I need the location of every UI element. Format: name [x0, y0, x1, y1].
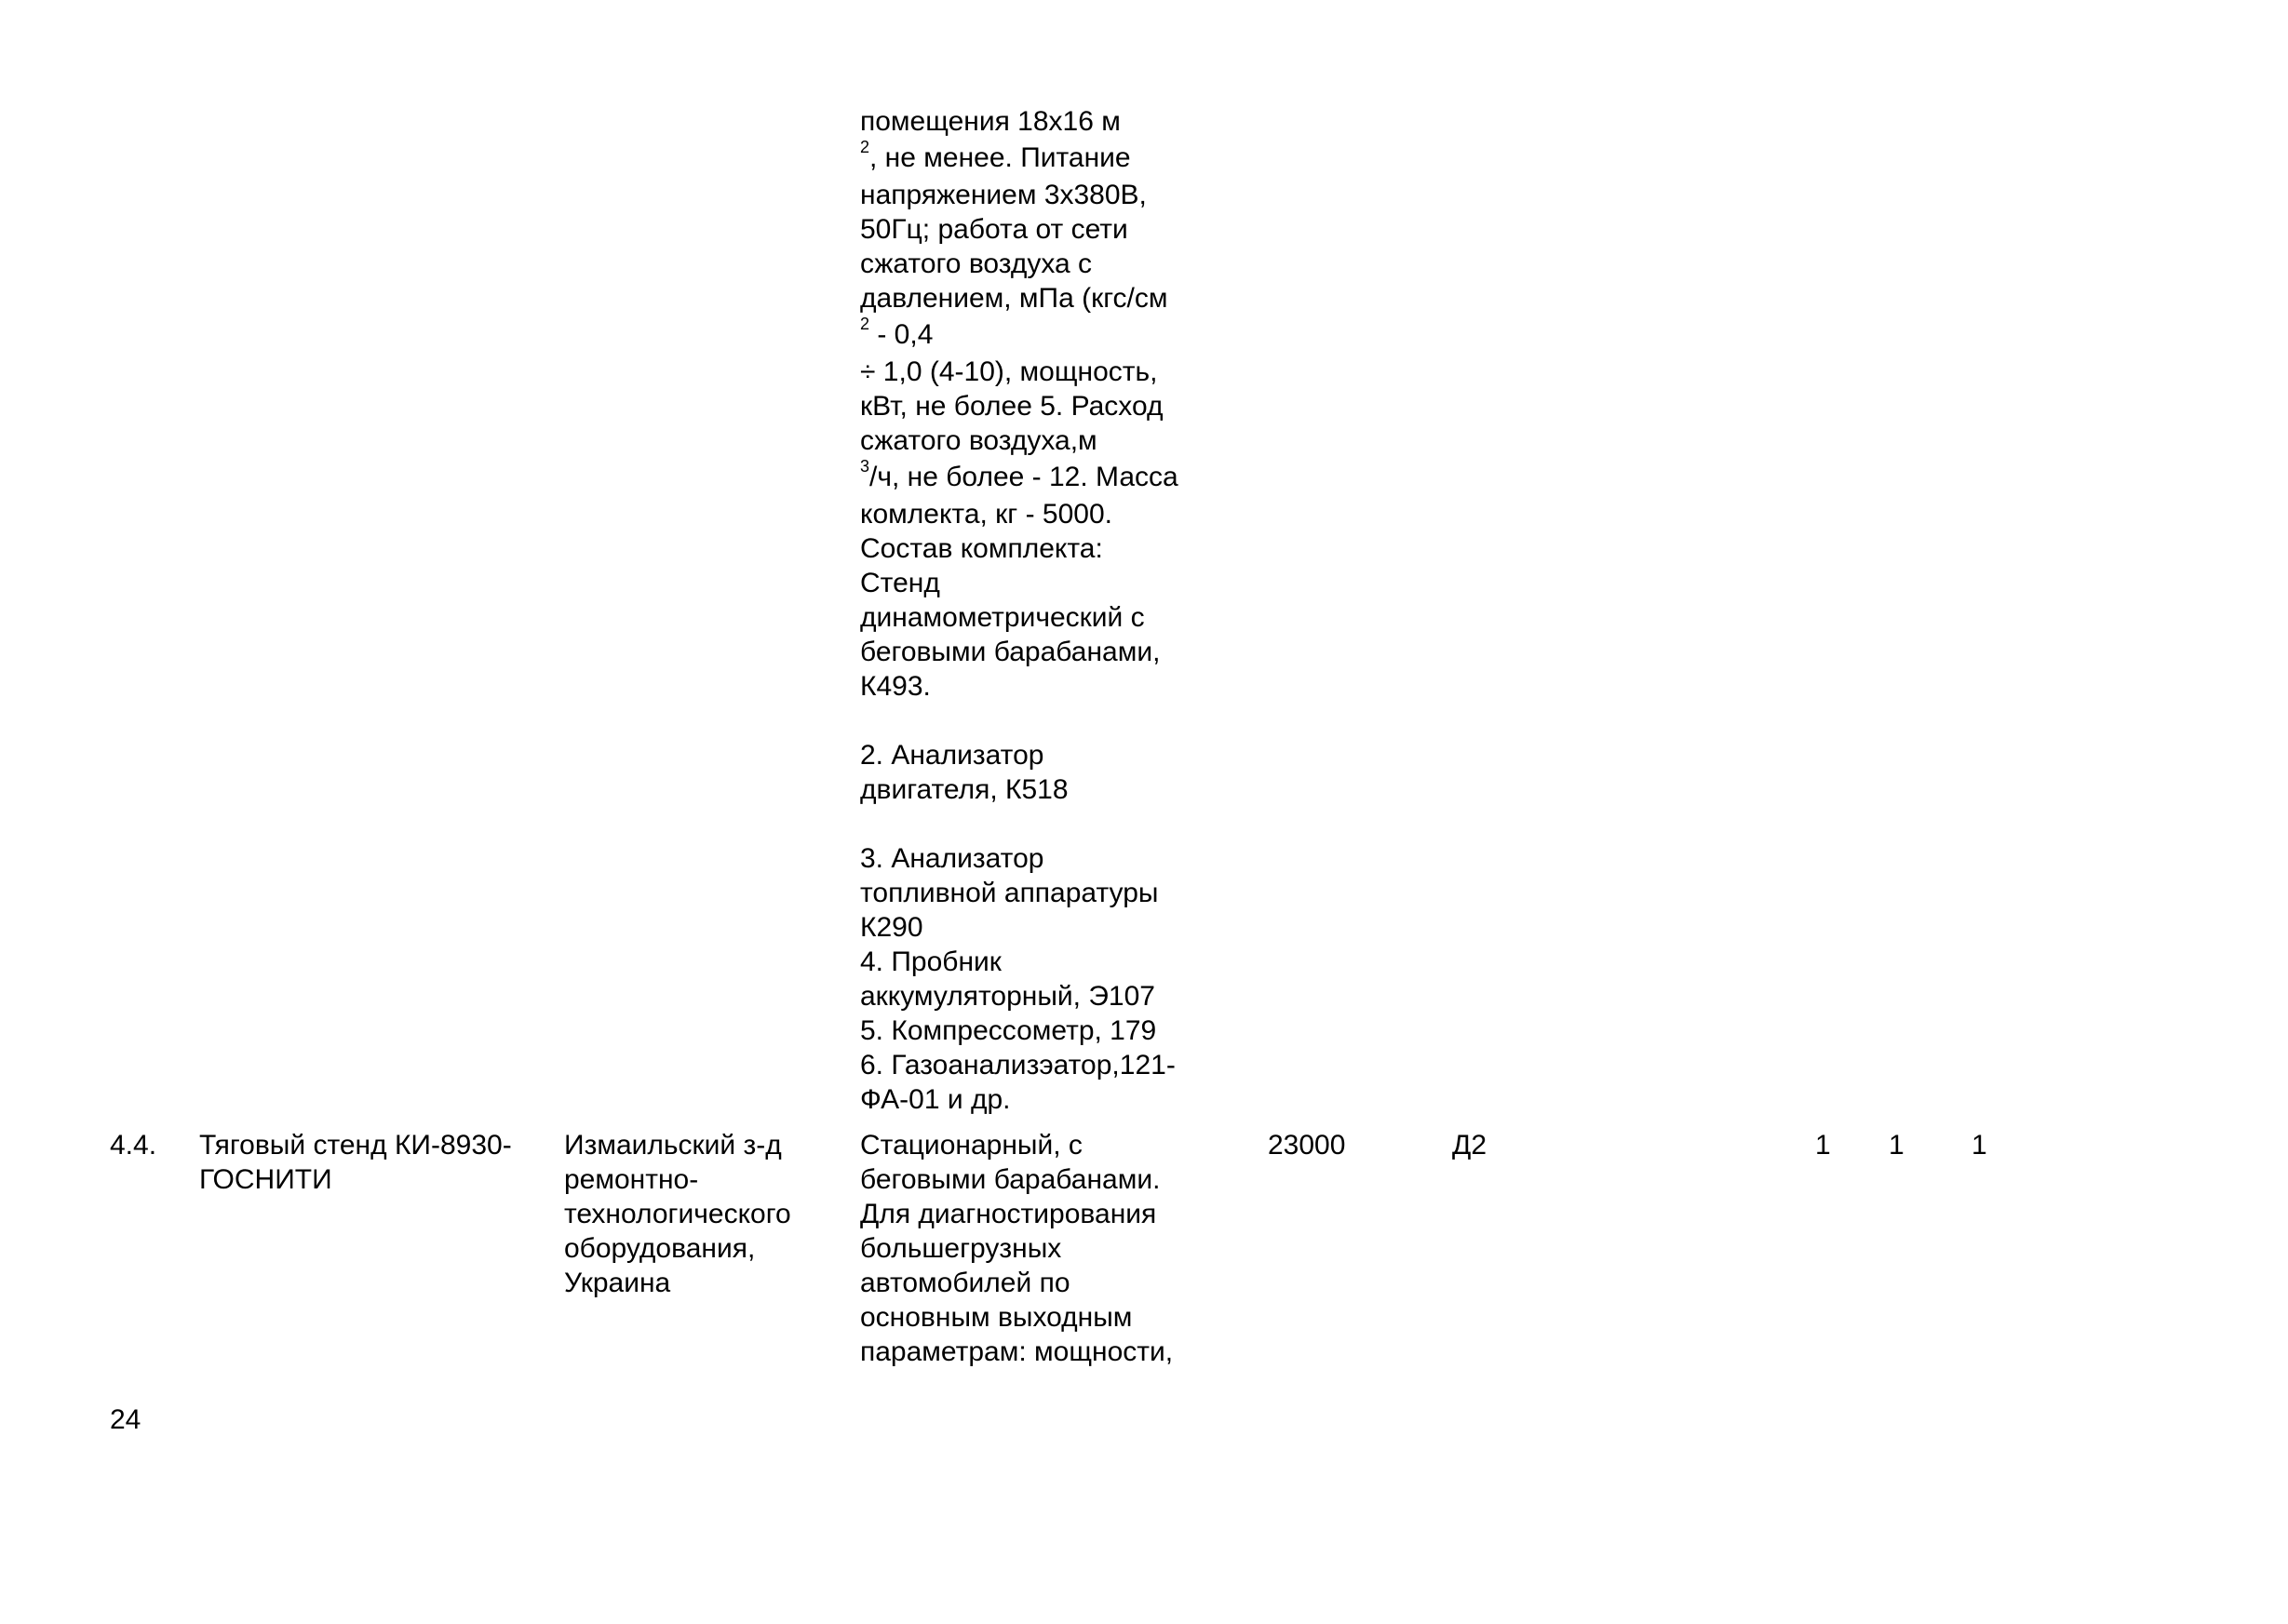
- text-line: 2. Анализатор: [860, 740, 1044, 771]
- text-line: 6. Газоанализэатор,121-: [860, 1050, 1176, 1080]
- price-cell: 23000: [1268, 1130, 1346, 1161]
- text-line: 4. Пробник: [860, 946, 1002, 977]
- text-line: комлекта, кг - 5000.: [860, 499, 1112, 530]
- superscript: 2: [860, 138, 870, 156]
- text-line: 3. Анализатор: [860, 843, 1044, 874]
- text-line: большегрузных: [860, 1233, 1062, 1264]
- text-line: топливной аппаратуры: [860, 878, 1159, 908]
- text-line: 50Гц; работа от сети: [860, 214, 1128, 245]
- quantity-cell: 1: [1889, 1130, 1904, 1161]
- quantity-cell: 1: [1815, 1130, 1831, 1161]
- text-line: Стенд: [860, 568, 940, 598]
- superscript: 2: [860, 315, 870, 333]
- text-line: технологического: [564, 1199, 791, 1229]
- page-number: 24: [110, 1404, 141, 1435]
- description-cell: [860, 1128, 1173, 1369]
- text-line: Состав комплекта:: [860, 533, 1103, 564]
- text-line: Стационарный, с: [860, 1130, 1083, 1161]
- text-line: сжатого воздуха с: [860, 248, 1093, 279]
- text-line: оборудования,: [564, 1233, 756, 1264]
- text-line: аккумуляторный, Э107: [860, 981, 1155, 1012]
- text-line: 5. Компрессометр, 179: [860, 1015, 1157, 1046]
- text-line: Измаильский з-д: [564, 1130, 782, 1161]
- text-line: сжатого воздуха,м: [860, 425, 1097, 456]
- text-line: $^2$ - 0,4: [860, 315, 934, 350]
- text-line: автомобилей по: [860, 1268, 1070, 1298]
- text-line: $^3$/ч, не более - 12. Масса: [860, 457, 1178, 492]
- text-line: параметрам: мощности,: [860, 1336, 1174, 1367]
- text-line: динамометрический с: [860, 602, 1145, 633]
- text-line: К290: [860, 912, 923, 943]
- text-line: давлением, мПа (кгс/см: [860, 283, 1168, 314]
- text-line: ФА-01 и др.: [860, 1084, 1011, 1115]
- text-line: Тяговый стенд КИ-8930-: [199, 1130, 512, 1161]
- text-line: ÷ 1,0 (4-10), мощность,: [860, 356, 1158, 387]
- superscript: 3: [860, 457, 870, 476]
- text-line: ГОСНИТИ: [199, 1164, 332, 1195]
- text-line: беговыми барабанами.: [860, 1164, 1161, 1195]
- text-line: ремонтно-: [564, 1164, 699, 1195]
- text-line: Для диагностирования: [860, 1199, 1157, 1229]
- text-line: основным выходным: [860, 1302, 1133, 1333]
- equipment-name-cell: [199, 1128, 512, 1197]
- text-line: двигателя, К518: [860, 774, 1069, 805]
- continued-description-cell: [860, 104, 1178, 1117]
- text-line: помещения 18х16 м: [860, 106, 1121, 137]
- text-line: К493.: [860, 671, 931, 702]
- text-line: беговыми барабанами,: [860, 637, 1161, 667]
- code-cell: Д2: [1452, 1130, 1487, 1161]
- manufacturer-cell: [564, 1128, 791, 1300]
- text-line: напряжением 3х380В,: [860, 180, 1147, 210]
- text-line: кВт, не более 5. Расход: [860, 391, 1164, 422]
- text-line: $^2$, не менее. Питание: [860, 138, 1131, 173]
- quantity-cell: 1: [1972, 1130, 1987, 1161]
- row-number-cell: 4.4.: [110, 1130, 157, 1161]
- text-line: Украина: [564, 1268, 671, 1298]
